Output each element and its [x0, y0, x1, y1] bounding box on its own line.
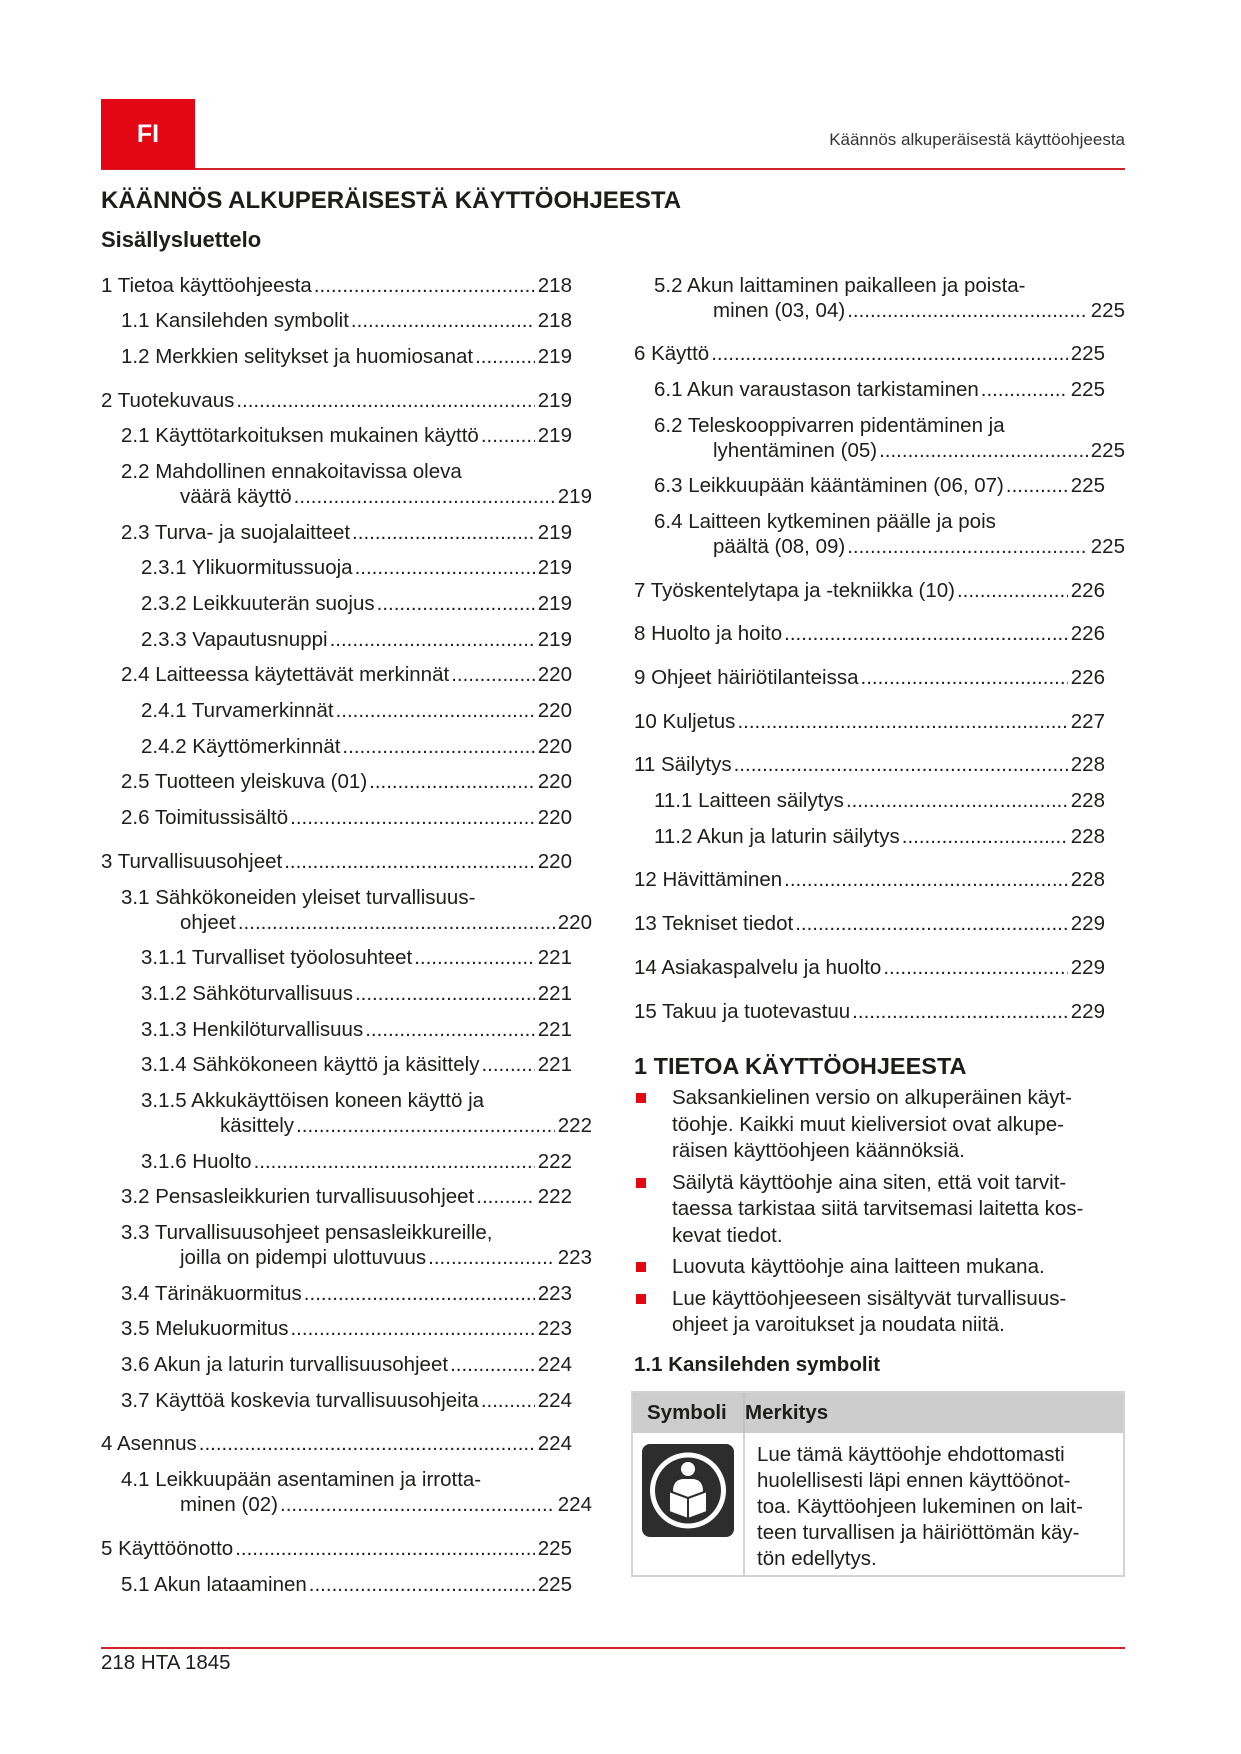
toc-entry-line	[121, 1281, 572, 1306]
toc-entry-title: 3.5 Melukuormitus	[121, 1317, 289, 1341]
toc-entry-title: 3.2 Pensasleikkurien turvallisuusohjeet	[121, 1185, 475, 1209]
dot-leader	[199, 1431, 535, 1456]
table-cell-symbol	[633, 1433, 743, 1575]
dot-leader	[336, 698, 535, 723]
toc-entry-line	[121, 1316, 572, 1341]
toc-entry-title: 1.2 Merkkien selitykset ja huomiosanat	[121, 344, 474, 368]
dot-leader	[355, 981, 535, 1006]
toc-entry	[101, 1423, 572, 1456]
symbol-table	[631, 1391, 1125, 1577]
toc-entry	[101, 555, 572, 580]
toc-entry-line	[141, 945, 572, 970]
toc-page-number: 225	[1070, 377, 1105, 401]
toc-entry	[634, 570, 1105, 603]
toc-page-number: 229	[1070, 912, 1105, 936]
toc-page-number: 218	[537, 273, 572, 297]
subsection-heading: 1.1 Kansilehden symbolit	[634, 1353, 881, 1376]
toc-entry-title: 2.6 Toimitussisältö	[121, 806, 289, 830]
toc-page-number: 228	[1070, 753, 1105, 777]
dot-leader	[481, 1388, 535, 1413]
toc-entry-title: 11 Säilytys	[634, 753, 732, 777]
toc-page-number: 228	[1070, 868, 1105, 892]
dot-leader	[734, 752, 1068, 777]
toc-entry-title: 3 Turvallisuusohjeet	[101, 849, 283, 873]
toc-entry	[101, 698, 572, 723]
toc-entry-line	[654, 824, 1105, 849]
dot-leader	[861, 665, 1068, 690]
toc-entry-title: 2.1 Käyttötarkoituksen mukainen käyttö	[121, 424, 479, 448]
toc-entry	[101, 1467, 592, 1517]
toc-entry-title-continued: lyhentäminen (05)	[713, 438, 878, 462]
toc-entry	[101, 981, 572, 1006]
toc-entry	[101, 344, 572, 369]
toc-entry-line	[141, 734, 572, 759]
toc-entry-title: 2 Tuotekuvaus	[101, 388, 235, 412]
dot-leader	[290, 805, 535, 830]
toc-page-number: 219	[537, 388, 572, 412]
toc-entry	[101, 769, 572, 794]
toc-entry-line	[141, 1149, 572, 1174]
bullet-item	[634, 1170, 1125, 1250]
running-title: Käännös alkuperäisestä käyttöohjeesta	[829, 130, 1125, 149]
toc-entry-title: 11.1 Laitteen säilytys	[654, 789, 844, 813]
toc-page-number: 228	[1070, 824, 1105, 848]
toc-page-number: 219	[537, 344, 572, 368]
toc-entry	[101, 273, 572, 298]
toc-entry-title: 3.1.3 Henkilöturvallisuus	[141, 1017, 364, 1041]
dot-leader	[290, 1316, 534, 1341]
dot-leader	[280, 1492, 555, 1517]
toc-entry	[634, 859, 1105, 892]
toc-entry-title-continued: minen (03, 04)	[713, 298, 846, 322]
toc-entry	[101, 1017, 572, 1042]
dot-leader	[294, 484, 555, 509]
toc-entry-line	[141, 1052, 572, 1077]
dot-leader	[330, 627, 535, 652]
toc-entry-line	[121, 769, 572, 794]
toc-entry	[634, 701, 1105, 734]
toc-entry	[101, 520, 572, 545]
toc-entry-title: 5.2 Akun laittaminen paikalleen ja poista-	[654, 273, 1026, 297]
bullet-square-icon	[636, 1262, 646, 1272]
toc-page-number: 223	[537, 1281, 572, 1305]
toc-page-number: 229	[1070, 999, 1105, 1023]
toc-entry-line	[634, 665, 1105, 690]
toc-entry-title: 6.1 Akun varaustason tarkistaminen	[654, 377, 979, 401]
toc-entry-title-continued: väärä käyttö	[180, 484, 292, 508]
dot-leader	[481, 423, 535, 448]
toc-entry-line	[654, 473, 1105, 498]
toc-entry-title-continued: käsittely	[220, 1113, 295, 1137]
toc-entry-line	[141, 555, 572, 580]
toc-entry	[634, 744, 1105, 777]
toc-page-number: 219	[557, 484, 592, 508]
toc-entry-line	[121, 1388, 572, 1413]
bullet-list	[634, 1085, 1125, 1344]
toc-page-number: 224	[557, 1493, 592, 1517]
toc-entry-line	[634, 709, 1105, 734]
toc-entry-title: 10 Kuljetus	[634, 709, 736, 733]
toc-page-number: 229	[1070, 955, 1105, 979]
toc-page-number: 218	[537, 309, 572, 333]
toc-entry-title-continued: minen (02)	[180, 1493, 278, 1517]
toc-page-number: 224	[537, 1432, 572, 1456]
toc-entry	[101, 805, 572, 830]
toc-entry	[634, 333, 1105, 366]
toc-entry-line	[121, 308, 572, 333]
toc-page-number: 219	[537, 424, 572, 448]
toc-entry-line	[634, 867, 1105, 892]
dot-leader	[365, 1017, 535, 1042]
toc-entry-line	[634, 341, 1105, 366]
bullet-square-icon	[636, 1178, 646, 1188]
toc-entry-line	[634, 955, 1105, 980]
toc-page-number: 219	[537, 556, 572, 580]
toc-entry	[101, 734, 572, 759]
toc-page-number: 223	[537, 1317, 572, 1341]
toc-entry	[634, 473, 1105, 498]
dot-leader	[846, 788, 1068, 813]
section-heading: 1 TIETOA KÄYTTÖOHJEESTA	[634, 1053, 967, 1079]
toc-entry-title: 12 Hävittäminen	[634, 868, 783, 892]
toc-entry-line	[121, 1184, 572, 1209]
bullet-text: Säilytä käyttöohje aina siten, että voit tarvit- taessa tarkistaa siitä tarvitsemasi laitetta kos- kevat tiedot.	[672, 1170, 1084, 1247]
toc-entry-title: 3.6 Akun ja laturin turvallisuusohjeet	[121, 1353, 449, 1377]
toc-entry	[634, 413, 1125, 463]
dot-leader	[236, 388, 534, 413]
toc-page-number: 225	[1090, 298, 1125, 322]
toc-entry-title: 2.4.1 Turvamerkinnät	[141, 699, 334, 723]
toc-entry-line	[121, 662, 572, 687]
toc-entry	[101, 591, 572, 616]
toc-entry-line	[654, 788, 1105, 813]
toc-entry-line	[141, 1017, 572, 1042]
toc-entry-line	[654, 438, 1125, 463]
toc-entry-line	[141, 698, 572, 723]
toc-entry-line	[634, 911, 1105, 936]
table-header-meaning: Merkitys	[743, 1393, 1123, 1433]
toc-entry-title-continued: joilla on pidempi ulottuvuus	[180, 1246, 427, 1269]
dot-leader	[296, 1113, 555, 1138]
toc-page-number: 226	[1070, 578, 1105, 602]
footer-rule	[101, 1647, 1125, 1649]
toc-entry-title: 6.3 Leikkuupään kääntäminen (06, 07)	[654, 474, 1004, 498]
toc-entry-title: 5.1 Akun lataaminen	[121, 1572, 307, 1596]
toc-page-number: 225	[537, 1536, 572, 1560]
toc-entry	[634, 991, 1105, 1024]
table-header-symbol: Symboli	[633, 1393, 743, 1433]
toc-entry-title: 2.4 Laitteessa käytettävät merkinnät	[121, 663, 450, 687]
toc-page-number: 224	[537, 1388, 572, 1412]
toc-entry-title: 3.7 Käyttöä koskevia turvallisuusohjeita	[121, 1388, 479, 1412]
toc-entry-line	[634, 752, 1105, 777]
toc-right-column	[634, 273, 1125, 1035]
dot-leader	[450, 1352, 535, 1377]
toc-entry-line	[121, 484, 592, 509]
toc-entry	[101, 308, 572, 333]
dot-leader	[476, 1184, 535, 1209]
dot-leader	[377, 591, 535, 616]
toc-entry-title: 3.1.4 Sähkökoneen käyttö ja käsittely	[141, 1053, 480, 1077]
toc-entry-title: 3.1.6 Huolto	[141, 1149, 252, 1173]
dot-leader	[737, 709, 1067, 734]
bullet-item	[634, 1254, 1125, 1281]
toc-heading: Sisällysluettelo	[101, 227, 262, 252]
toc-entry-title: 6 Käyttö	[634, 342, 710, 366]
bullet-square-icon	[636, 1093, 646, 1103]
bullet-item	[634, 1085, 1125, 1165]
dot-leader	[342, 734, 534, 759]
dot-leader	[309, 1572, 535, 1597]
bullet-square-icon	[636, 1294, 646, 1304]
table-cell-meaning: Lue tämä käyttöohje ehdottomasti huolellisesti läpi ennen käyttöönot- toa. Käyttöohjeen lukeminen on lait- teen turvallisen ja häiriöttömän käy- tön edellytys.	[743, 1433, 1123, 1575]
toc-page-number: 219	[537, 592, 572, 615]
dot-leader	[981, 377, 1068, 402]
toc-entry-line	[121, 423, 572, 448]
toc-entry-line	[141, 627, 572, 652]
dot-leader	[847, 298, 1088, 323]
toc-entry-title: 7 Työskentelytapa ja -tekniikka (10)	[634, 578, 955, 602]
toc-page-number: 222	[557, 1113, 592, 1137]
toc-entry	[634, 657, 1105, 690]
dot-leader	[784, 621, 1068, 646]
toc-entry	[634, 903, 1105, 936]
dot-leader	[957, 578, 1068, 603]
toc-entry	[634, 788, 1105, 813]
toc-entry-line	[141, 1113, 592, 1138]
toc-entry-line	[121, 805, 572, 830]
toc-entry	[101, 380, 572, 413]
toc-entry-title: 2.3.1 Ylikuormitussuoja	[141, 556, 353, 580]
toc-entry-title: 2.3 Turva- ja suojalaitteet	[121, 520, 351, 544]
toc-page-number: 227	[1070, 709, 1105, 733]
toc-entry	[101, 1528, 572, 1561]
dot-leader	[254, 1149, 535, 1174]
toc-entry	[101, 627, 572, 652]
toc-page-number: 225	[1070, 474, 1105, 498]
toc-entry	[634, 613, 1105, 646]
toc-entry-line	[634, 621, 1105, 646]
toc-entry-title: 4 Asennus	[101, 1432, 197, 1456]
toc-page-number: 220	[537, 806, 572, 830]
dot-leader	[235, 1536, 535, 1561]
dot-leader	[481, 1052, 534, 1077]
dot-leader	[351, 308, 535, 333]
bullet-item	[634, 1286, 1125, 1339]
toc-entry-title: 1.1 Kansilehden symbolit	[121, 309, 349, 333]
toc-page-number: 221	[537, 981, 572, 1005]
toc-page-number: 221	[537, 946, 572, 970]
toc-entry	[101, 1088, 592, 1138]
dot-leader	[852, 999, 1068, 1024]
toc-entry	[101, 423, 572, 448]
toc-page-number: 225	[537, 1572, 572, 1596]
toc-entry-line	[141, 591, 572, 616]
toc-entry	[101, 459, 592, 509]
dot-leader	[883, 955, 1067, 980]
toc-entry	[101, 662, 572, 687]
toc-entry-title: 8 Huolto ja hoito	[634, 622, 783, 646]
toc-entry	[101, 1052, 572, 1077]
toc-entry-line	[141, 981, 572, 1006]
toc-entry-title: 9 Ohjeet häiriötilanteissa	[634, 666, 859, 689]
toc-entry	[101, 1352, 572, 1377]
toc-page-number: 219	[537, 627, 572, 651]
dot-leader	[314, 273, 535, 298]
dot-leader	[414, 945, 535, 970]
dot-leader	[304, 1281, 535, 1306]
dot-leader	[711, 341, 1068, 366]
toc-entry-title: 3.1 Sähkökoneiden yleiset turvallisuus-	[121, 885, 476, 909]
toc-page-number: 224	[537, 1353, 572, 1377]
toc-page-number: 225	[1090, 534, 1125, 558]
toc-left-column	[101, 273, 592, 1608]
toc-entry-title-continued: päältä (08, 09)	[713, 534, 846, 558]
toc-entry	[101, 945, 572, 970]
toc-entry-line	[654, 298, 1125, 323]
toc-entry-line	[634, 578, 1105, 603]
dot-leader	[355, 555, 535, 580]
toc-page-number: 226	[1070, 622, 1105, 646]
toc-page-number: 228	[1070, 789, 1105, 813]
toc-entry-title: 3.1.5 Akkukäyttöisen koneen käyttö ja	[141, 1088, 485, 1112]
toc-entry	[101, 1572, 572, 1597]
toc-entry-line	[121, 520, 572, 545]
toc-entry-title: 3.1.1 Turvalliset työolosuhteet	[141, 946, 413, 970]
toc-page-number: 225	[1090, 438, 1125, 462]
toc-page-number: 220	[537, 699, 572, 723]
dot-leader	[238, 910, 555, 935]
toc-page-number: 220	[537, 663, 572, 687]
toc-entry-title: 11.2 Akun ja laturin säilytys	[654, 824, 900, 848]
toc-entry-line	[121, 1245, 592, 1270]
dot-leader	[784, 867, 1068, 892]
page-title: KÄÄNNÖS ALKUPERÄISESTÄ KÄYTTÖOHJEESTA	[101, 187, 682, 214]
dot-leader	[1006, 473, 1068, 498]
dot-leader	[475, 344, 535, 369]
toc-entry-line	[121, 344, 572, 369]
toc-entry	[634, 824, 1105, 849]
toc-entry	[101, 1281, 572, 1306]
toc-entry-title: 3.4 Tärinäkuormitus	[121, 1281, 302, 1305]
toc-page-number: 223	[557, 1246, 592, 1269]
toc-entry-line	[101, 849, 572, 874]
toc-page-number: 226	[1070, 666, 1105, 689]
toc-entry-title: 4.1 Leikkuupään asentaminen ja irrotta-	[121, 1468, 482, 1492]
dot-leader	[369, 769, 535, 794]
toc-page-number: 219	[537, 520, 572, 544]
toc-entry	[101, 885, 592, 935]
toc-entry-title: 2.3.3 Vapautusnuppi	[141, 627, 328, 651]
dot-leader	[284, 849, 535, 874]
toc-entry-line	[101, 388, 572, 413]
toc-entry	[101, 1184, 572, 1209]
toc-page-number: 220	[537, 770, 572, 794]
toc-entry-title: 2.3.2 Leikkuuterän suojus	[141, 592, 375, 615]
dot-leader	[847, 534, 1088, 559]
toc-entry-line	[121, 910, 592, 935]
header-rule	[101, 168, 1125, 170]
toc-entry	[634, 509, 1125, 559]
dot-leader	[795, 911, 1068, 936]
toc-entry-line	[121, 1572, 572, 1597]
toc-entry-title: 5 Käyttöönotto	[101, 1536, 234, 1560]
toc-entry-title: 2.4.2 Käyttömerkinnät	[141, 734, 341, 758]
dot-leader	[428, 1245, 555, 1270]
toc-entry-line	[654, 534, 1125, 559]
toc-entry-line	[654, 377, 1105, 402]
toc-entry	[101, 1316, 572, 1341]
toc-entry-title: 14 Asiakaspalvelu ja huolto	[634, 955, 882, 979]
read-manual-icon	[642, 1444, 734, 1537]
toc-entry-line	[101, 1536, 572, 1561]
toc-page-number: 222	[537, 1149, 572, 1173]
toc-entry	[101, 841, 572, 874]
toc-page-number: 220	[537, 849, 572, 873]
toc-entry-title: 15 Takuu ja tuotevastuu	[634, 999, 851, 1023]
toc-entry-title: 2.2 Mahdollinen ennakoitavissa oleva	[121, 459, 462, 483]
toc-entry	[634, 273, 1125, 323]
bullet-text: Lue käyttöohjeeseen sisältyvät turvallisuus- ohjeet ja varoitukset ja noudata niitä.	[672, 1286, 1067, 1336]
dot-leader	[352, 520, 535, 545]
toc-entry-line	[634, 999, 1105, 1024]
toc-page-number: 221	[537, 1053, 572, 1077]
language-badge: FI	[101, 99, 195, 169]
toc-entry-title: 1 Tietoa käyttöohjeesta	[101, 273, 312, 297]
toc-page-number: 222	[537, 1185, 572, 1209]
toc-entry-line	[101, 273, 572, 298]
toc-entry	[634, 947, 1105, 980]
toc-page-number: 220	[557, 910, 592, 934]
dot-leader	[902, 824, 1068, 849]
toc-entry	[101, 1388, 572, 1413]
toc-entry-title: 2.5 Tuotteen yleiskuva (01)	[121, 770, 368, 794]
dot-leader	[879, 438, 1088, 463]
toc-entry-line	[121, 1492, 592, 1517]
toc-entry-line	[101, 1431, 572, 1456]
toc-entry-title: 13 Tekniset tiedot	[634, 912, 794, 936]
footer-page-label: 218 HTA 1845	[101, 1651, 231, 1674]
dot-leader	[451, 662, 535, 687]
toc-entry-title: 3.1.2 Sähköturvallisuus	[141, 981, 353, 1005]
toc-entry-title: 3.3 Turvallisuusohjeet pensasleikkureille,	[121, 1221, 493, 1244]
toc-entry-title-continued: ohjeet	[180, 910, 236, 934]
toc-entry-title: 6.4 Laitteen kytkeminen päälle ja pois	[654, 509, 996, 533]
toc-entry	[634, 377, 1105, 402]
toc-entry	[101, 1220, 592, 1270]
toc-page-number: 225	[1070, 342, 1105, 366]
toc-entry-line	[121, 1352, 572, 1377]
bullet-text: Luovuta käyttöohje aina laitteen mukana.	[672, 1255, 1045, 1278]
toc-entry-title: 6.2 Teleskooppivarren pidentäminen ja	[654, 413, 1005, 437]
toc-page-number: 221	[537, 1017, 572, 1041]
toc-page-number: 220	[537, 734, 572, 758]
bullet-text: Saksankielinen versio on alkuperäinen käyt- töohje. Kaikki muut kieliversiot ovat alkupe- räisen käyttöohjeen käännöksiä.	[672, 1086, 1072, 1162]
toc-entry	[101, 1149, 572, 1174]
